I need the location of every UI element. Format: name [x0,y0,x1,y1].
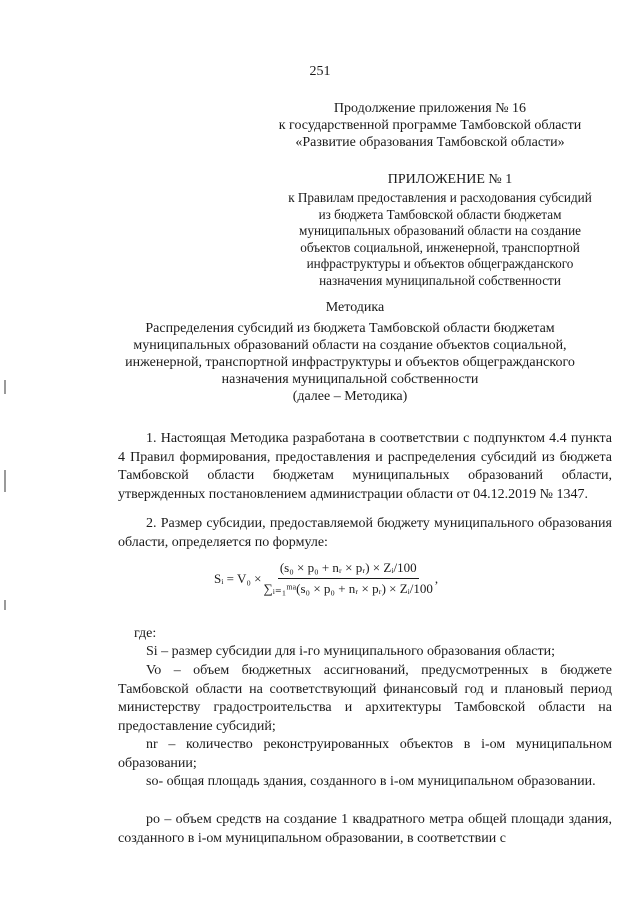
appendix-line: инфраструктуры и объектов общегражданского [306,256,574,271]
scan-edge-mark [4,470,6,492]
subsidy-formula [214,560,438,597]
formula-denominator: ∑ᵢ₌₁ᵐᵃ(s₀ × p₀ + nᵣ × pᵣ) × Zᵢ/100 [263,581,433,596]
methodology-line: Распределения субсидий из бюджета Тамбовской области бюджетам [145,321,555,336]
definition-so: so- общая площадь здания, созданного в i-ом муниципальном образовании. [146,774,596,789]
paragraph-2: 2. Размер субсидии, предоставляемой бюджету муниципального образования области, определяется по формуле: [118,516,612,550]
appendix-line: назначения муниципальной собственности [319,272,561,288]
paragraph-1: 1. Настоящая Методика разработана в соответствии с подпунктом 4.4 пункта 4 Правил формирования, предоставления и распределения субсидий из бюджета Тамбовской области бюджетам муниципальных образований области, утвержденных постановлением администрации области от 04.12.2019 № 1347. [118,431,612,502]
continuation-line: «Развитие образования Тамбовской области» [295,135,565,150]
definition-po: po – объем средств на создание 1 квадратного метра общей площади здания, созданного в i-ом муниципальном образовании, в соответствии с [118,812,612,846]
appendix-line: муниципальных образований области на создание [299,223,581,238]
scan-edge-mark [4,380,6,394]
methodology-subtitle [100,320,600,405]
formula-lhs: Sᵢ = V₀ × [214,570,262,586]
appendix-line: к Правилам предоставления и расходования субсидий [288,190,592,205]
appendix-title: ПРИЛОЖЕНИЕ № 1 [387,172,513,187]
formula-tail: , [434,570,439,586]
page-number: 251 [309,64,331,79]
continuation-line: к государственной программе Тамбовской области [278,118,582,133]
definition-nr: nr – количество реконструированных объектов в i-ом муниципальном образовании; [118,737,612,771]
definition-vo: Vo – объем бюджетных ассигнований, предусмотренных в бюджете Тамбовской области на соответствующий финансовый год и плановый период министерству градостроительства и архитектуры Тамбовской области на предоставление субсидий; [118,663,612,734]
appendix-line: из бюджета Тамбовской области бюджетам [318,206,562,222]
scan-edge-mark [4,600,6,610]
methodology-line: (далее – Методика) [292,389,408,404]
methodology-line: назначения муниципальной собственности [221,372,479,387]
continuation-header [250,100,610,151]
definition-si: Si – размер субсидии для i-го муниципального образования области; [146,644,556,659]
methodology-line: муниципальных образований области на создание объектов социальной, [133,338,567,353]
formula-fraction [263,560,432,597]
continuation-line: Продолжение приложения № 16 [333,101,527,116]
definitions-where: где: [134,626,157,641]
appendix-subtitle [270,190,610,289]
formula-numerator: (s₀ × p₀ + nᵣ × pᵣ) × Zᵢ/100 [278,560,419,579]
appendix-line: объектов социальной, инженерной, транспортной [300,239,580,255]
methodology-title: Методика [325,300,385,315]
methodology-line: инженерной, транспортной инфраструктуры и объектов общегражданского [125,355,575,370]
